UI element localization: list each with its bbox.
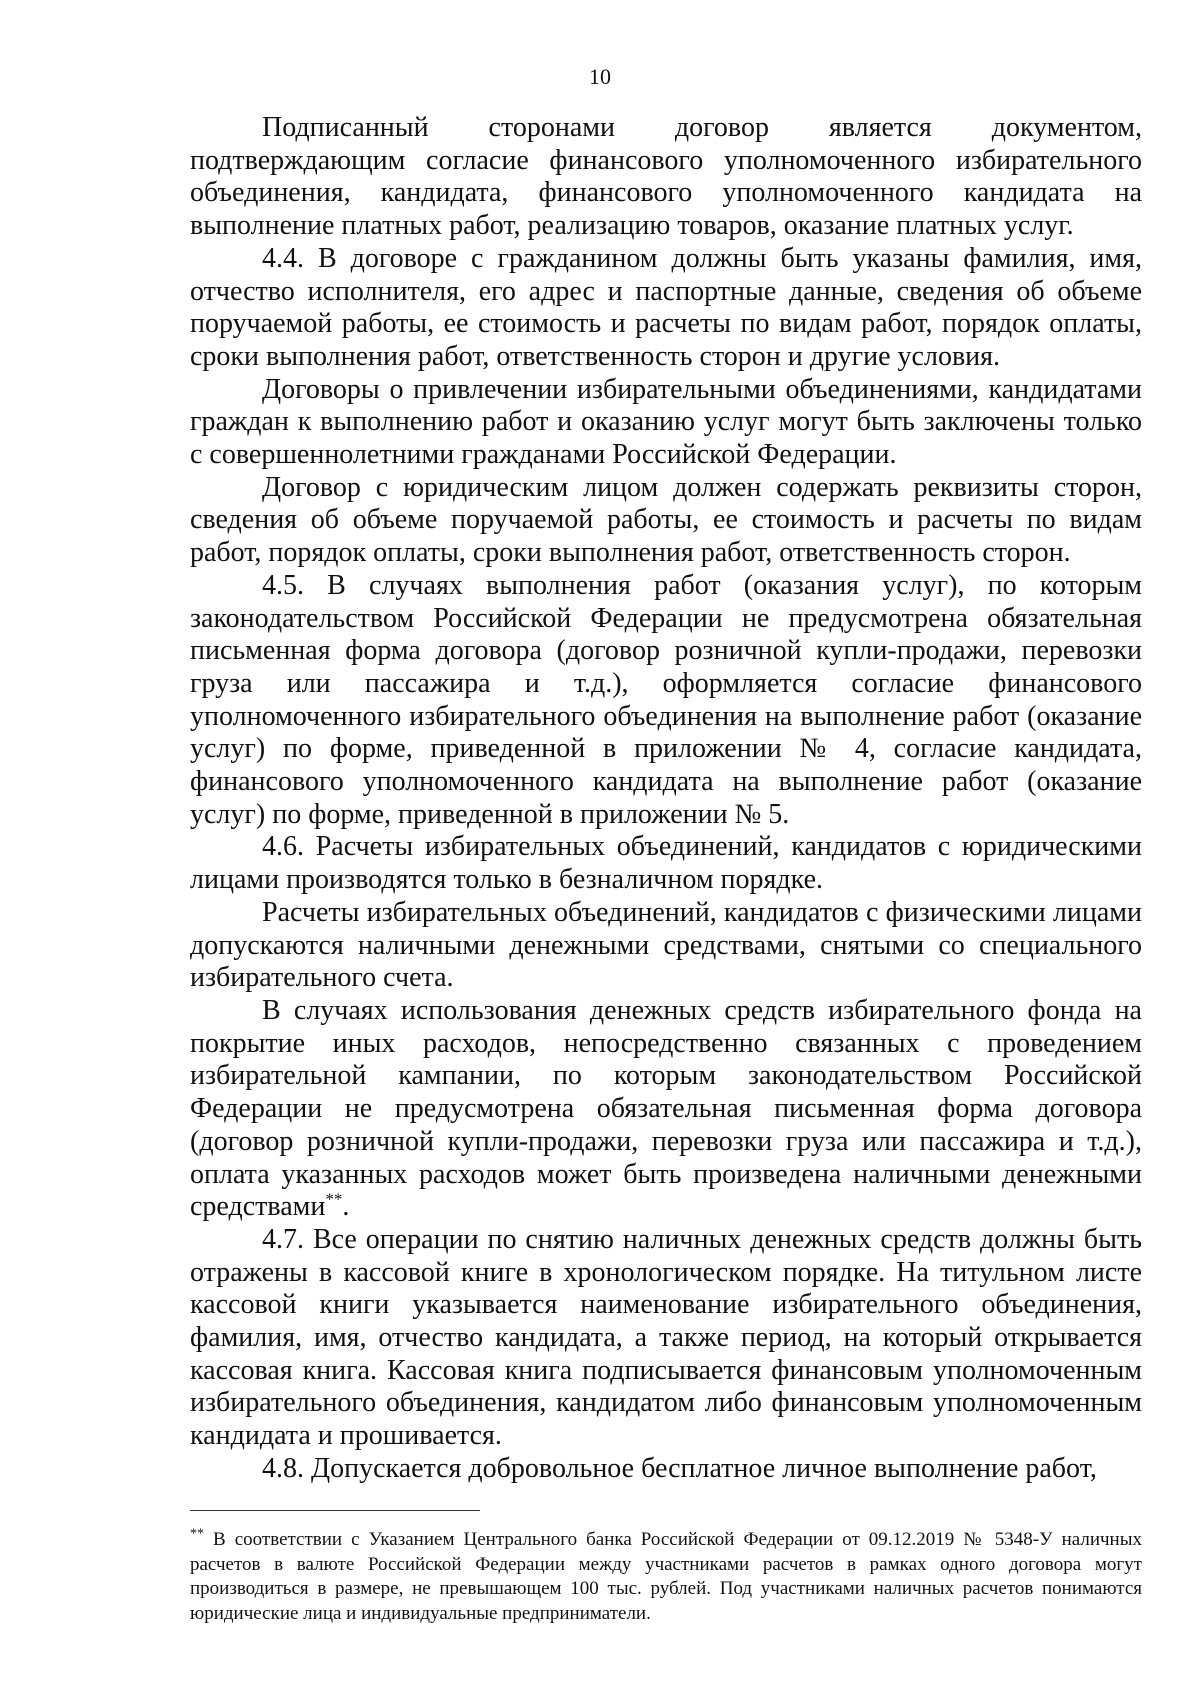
footnote [190,1528,1142,1626]
cash-paragraph-text: В случаях использования денежных средств избирательного фонда на покрытие иных расходов, непосредственно связанных с проведением избирательной кампании, по которым законодательством Российской Федерации не предусмотрена обязательная письменная форма договора (договор розничной купли-продажи, перевозки груза или пассажира и т.д.), оплата указанных расходов может быть произведена наличными денежными средствами [190,994,1142,1223]
document-body [190,112,1142,1486]
paragraph-4-5: 4.5. В случаях выполнения работ (оказания услуг), по которым законодательством Российской Федерации не предусмотрена обязательная письменная форма договора (договор розничной купли-продажи, перевозки груза или пассажира и т.д.), оформляется согласие финансового уполномоченного избирательного объединения на выполнение работ (оказание услуг) по форме, приведенной в приложении № 4, согласие кандидата, финансового уполномоченного кандидата на выполнение работ (оказание услуг) по форме, приведенной в приложении № 5. [190,569,1142,830]
paragraph-4-4: 4.4. В договоре с гражданином должны быть указаны фамилия, имя, отчество исполнителя, его адрес и паспортные данные, сведения об объеме поручаемой работы, ее стоимость и расчеты по видам работ, порядок оплаты, сроки выполнения работ, ответственность сторон и другие условия. [190,242,1142,372]
paragraph-legal-entity-contract: Договор с юридическим лицом должен содержать реквизиты сторон, сведения об объеме поручаемой работы, ее стоимость и расчеты по видам работ, порядок оплаты, сроки выполнения работ, ответственность сторон. [190,471,1142,569]
paragraph-signed-contract: Подписанный сторонами договор является документом, подтверждающим согласие финансового уполномоченного избирательного объединения, кандидата, финансового уполномоченного кандидата на выполнение платных работ, реализацию товаров, оказание платных услуг. [190,112,1142,242]
footnote-mark: ** [190,1526,204,1542]
page-number: 10 [589,64,611,89]
paragraph-cash-expenses [190,995,1142,1224]
paragraph-physical-persons: Расчеты избирательных объединений, кандидатов с физическими лицами допускаются наличными денежными средствами, снятыми со специального избирательного счета. [190,896,1142,994]
footnote-reference: ** [325,1189,343,1209]
paragraph-adult-citizens: Договоры о привлечении избирательными объединениями, кандидатами граждан к выполнению работ и оказанию услуг могут быть заключены только с совершеннолетними гражданами Российской Федерации. [190,373,1142,471]
footnote-separator [190,1510,480,1511]
paragraph-4-7: 4.7. Все операции по снятию наличных денежных средств должны быть отражены в кассовой книге в хронологическом порядке. На титульном листе кассовой книги указывается наименование избирательного объединения, фамилия, имя, отчество кандидата, а также период, на который открывается кассовая книга. Кассовая книга подписывается финансовым уполномоченным избирательного объединения, кандидатом либо финансовым уполномоченным кандидата и прошивается. [190,1223,1142,1452]
paragraph-4-8: 4.8. Допускается добровольное бесплатное личное выполнение работ, [262,1452,1097,1484]
footnote-text: В соответствии с Указанием Центрального банка Российской Федерации от 09.12.2019 № 5348-У наличных расчетов в валюте Российской Федерации между участниками расчетов в рамках одного договора могут производиться в размере, не превышающем 100 тыс. рублей. Под участниками наличных расчетов понимаются юридические лица и индивидуальные предприниматели. [190,1529,1142,1624]
cash-paragraph-end: . [342,1191,350,1223]
paragraph-4-6: 4.6. Расчеты избирательных объединений, кандидатов с юридическими лицами производятся только в безналичном порядке. [190,831,1142,896]
footnote-paragraph [190,1528,1142,1626]
